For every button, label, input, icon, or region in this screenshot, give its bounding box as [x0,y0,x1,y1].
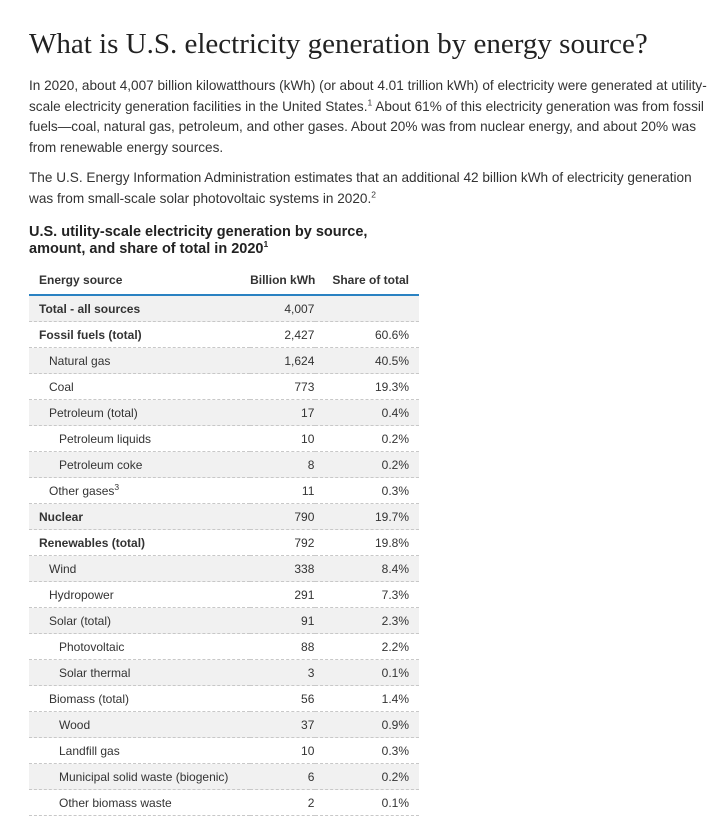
table-title-footnote-link[interactable]: 1 [263,239,269,250]
share-of-total-cell: 19.3% [315,374,419,400]
billion-kwh-cell: 91 [250,608,315,634]
table-row [29,400,419,426]
energy-source-cell [29,686,250,712]
table-title-text: U.S. utility-scale electricity generation by source, amount, and share of total in 2020 [29,224,368,257]
billion-kwh-cell: 56 [250,686,315,712]
billion-kwh-cell: 8 [250,452,315,478]
small-scale-solar-paragraph [29,168,719,209]
energy-source-cell [29,608,250,634]
table-row [29,712,419,738]
footnote-1-link[interactable]: 1 [367,96,373,107]
table-row [29,556,419,582]
billion-kwh-cell: 11 [250,478,315,504]
share-of-total-cell: 0.3% [315,738,419,764]
share-of-total-cell: 0.2% [315,452,419,478]
energy-source-label: Municipal solid waste (biogenic) [59,769,229,784]
share-of-total-cell: 2.2% [315,634,419,660]
energy-source-label: Total - all sources [39,301,141,316]
share-of-total-cell: 19.7% [315,504,419,530]
share-of-total-cell: 60.6% [315,322,419,348]
energy-source-label: Photovoltaic [59,639,125,654]
energy-source-cell [29,295,250,322]
energy-source-label: Nuclear [39,509,84,524]
table-row [29,686,419,712]
energy-source-label: Renewables (total) [39,535,146,550]
energy-source-label: Petroleum liquids [59,431,152,446]
energy-source-label: Solar thermal [59,665,131,680]
share-of-total-cell: 8.4% [315,556,419,582]
share-of-total-cell: 19.8% [315,530,419,556]
billion-kwh-cell: 792 [250,530,315,556]
billion-kwh-cell: 790 [250,504,315,530]
header-energy-source: Energy source [29,266,250,295]
energy-source-cell [29,504,250,530]
energy-source-cell [29,582,250,608]
energy-source-label: Wind [49,561,77,576]
billion-kwh-cell: 2,427 [250,322,315,348]
table-row [29,322,419,348]
table-row [29,374,419,400]
share-of-total-cell: 7.3% [315,582,419,608]
billion-kwh-cell: 773 [250,374,315,400]
energy-source-label: Hydropower [49,587,114,602]
table-row [29,530,419,556]
table-row [29,738,419,764]
share-of-total-cell: 40.5% [315,348,419,374]
share-of-total-cell: 1.4% [315,686,419,712]
energy-source-cell [29,556,250,582]
billion-kwh-cell: 10 [250,738,315,764]
billion-kwh-cell: 291 [250,582,315,608]
energy-source-cell [29,452,250,478]
table-header-row [29,266,419,295]
billion-kwh-cell: 2 [250,790,315,816]
billion-kwh-cell: 10 [250,426,315,452]
billion-kwh-cell: 37 [250,712,315,738]
energy-source-cell [29,738,250,764]
billion-kwh-cell: 6 [250,764,315,790]
energy-source-cell [29,400,250,426]
billion-kwh-cell: 3 [250,660,315,686]
energy-source-cell [29,790,250,816]
header-billion-kwh: Billion kWh [250,266,315,295]
table-row [29,295,419,322]
energy-source-label: Natural gas [49,353,111,368]
energy-source-cell [29,660,250,686]
table-row [29,634,419,660]
billion-kwh-cell: 4,007 [250,295,315,322]
share-of-total-cell: 0.1% [315,790,419,816]
share-of-total-cell: 2.3% [315,608,419,634]
table-title [29,224,409,258]
billion-kwh-cell: 1,624 [250,348,315,374]
energy-source-label: Solar (total) [49,613,112,628]
share-of-total-cell [315,295,419,322]
share-of-total-cell: 0.9% [315,712,419,738]
footnote-3-link[interactable]: 3 [114,481,120,492]
energy-source-cell [29,322,250,348]
share-of-total-cell: 0.1% [315,660,419,686]
table-row [29,348,419,374]
share-of-total-cell: 0.3% [315,478,419,504]
energy-source-label: Other biomass waste [59,795,172,810]
table-row [29,660,419,686]
small-scale-solar-text: The U.S. Energy Information Administration estimates that an additional 42 billion kWh of electricity generation was from small-scale solar photovoltaic systems in 2020. [29,170,692,206]
table-row [29,582,419,608]
energy-source-label: Coal [49,379,74,394]
billion-kwh-cell: 338 [250,556,315,582]
energy-source-cell [29,374,250,400]
energy-source-label: Landfill gas [59,743,120,758]
energy-source-label: Fossil fuels (total) [39,327,142,342]
intro-paragraph-text-continued: About 61% of this electricity generation was from fossil fuels—coal, natural gas, petroleum, and other gases. About 20% was from nuclear energy, and about 20% was from renewable energy sources. [29,98,704,155]
table-body [29,295,419,816]
share-of-total-cell: 0.2% [315,764,419,790]
energy-source-cell [29,426,250,452]
intro-paragraph [29,76,715,158]
energy-source-cell [29,634,250,660]
energy-source-label: Petroleum (total) [49,405,138,420]
energy-source-label: Other gases [49,483,115,498]
table-row [29,504,419,530]
table-row [29,478,419,504]
table-row [29,790,419,816]
billion-kwh-cell: 88 [250,634,315,660]
energy-source-cell [29,530,250,556]
table-row [29,764,419,790]
energy-source-cell [29,478,250,504]
energy-source-label: Wood [59,717,91,732]
table-row [29,426,419,452]
table-row [29,608,419,634]
energy-source-label: Petroleum coke [59,457,143,472]
header-share-of-total: Share of total [315,266,419,295]
billion-kwh-cell: 17 [250,400,315,426]
page-title: What is U.S. electricity generation by energy source? [29,28,648,60]
energy-source-cell [29,348,250,374]
table-row [29,452,419,478]
footnote-2-link[interactable]: 2 [371,188,376,199]
intro-paragraph-text: In 2020, about 4,007 billion kilowatthours (kWh) (or about 4.01 trillion kWh) of electricity were generated at utility-scale electricity generation facilities in the United States. [29,78,707,114]
share-of-total-cell: 0.2% [315,426,419,452]
share-of-total-cell: 0.4% [315,400,419,426]
energy-source-label: Biomass (total) [49,691,130,706]
energy-source-cell [29,764,250,790]
generation-table [29,266,419,816]
energy-source-cell [29,712,250,738]
